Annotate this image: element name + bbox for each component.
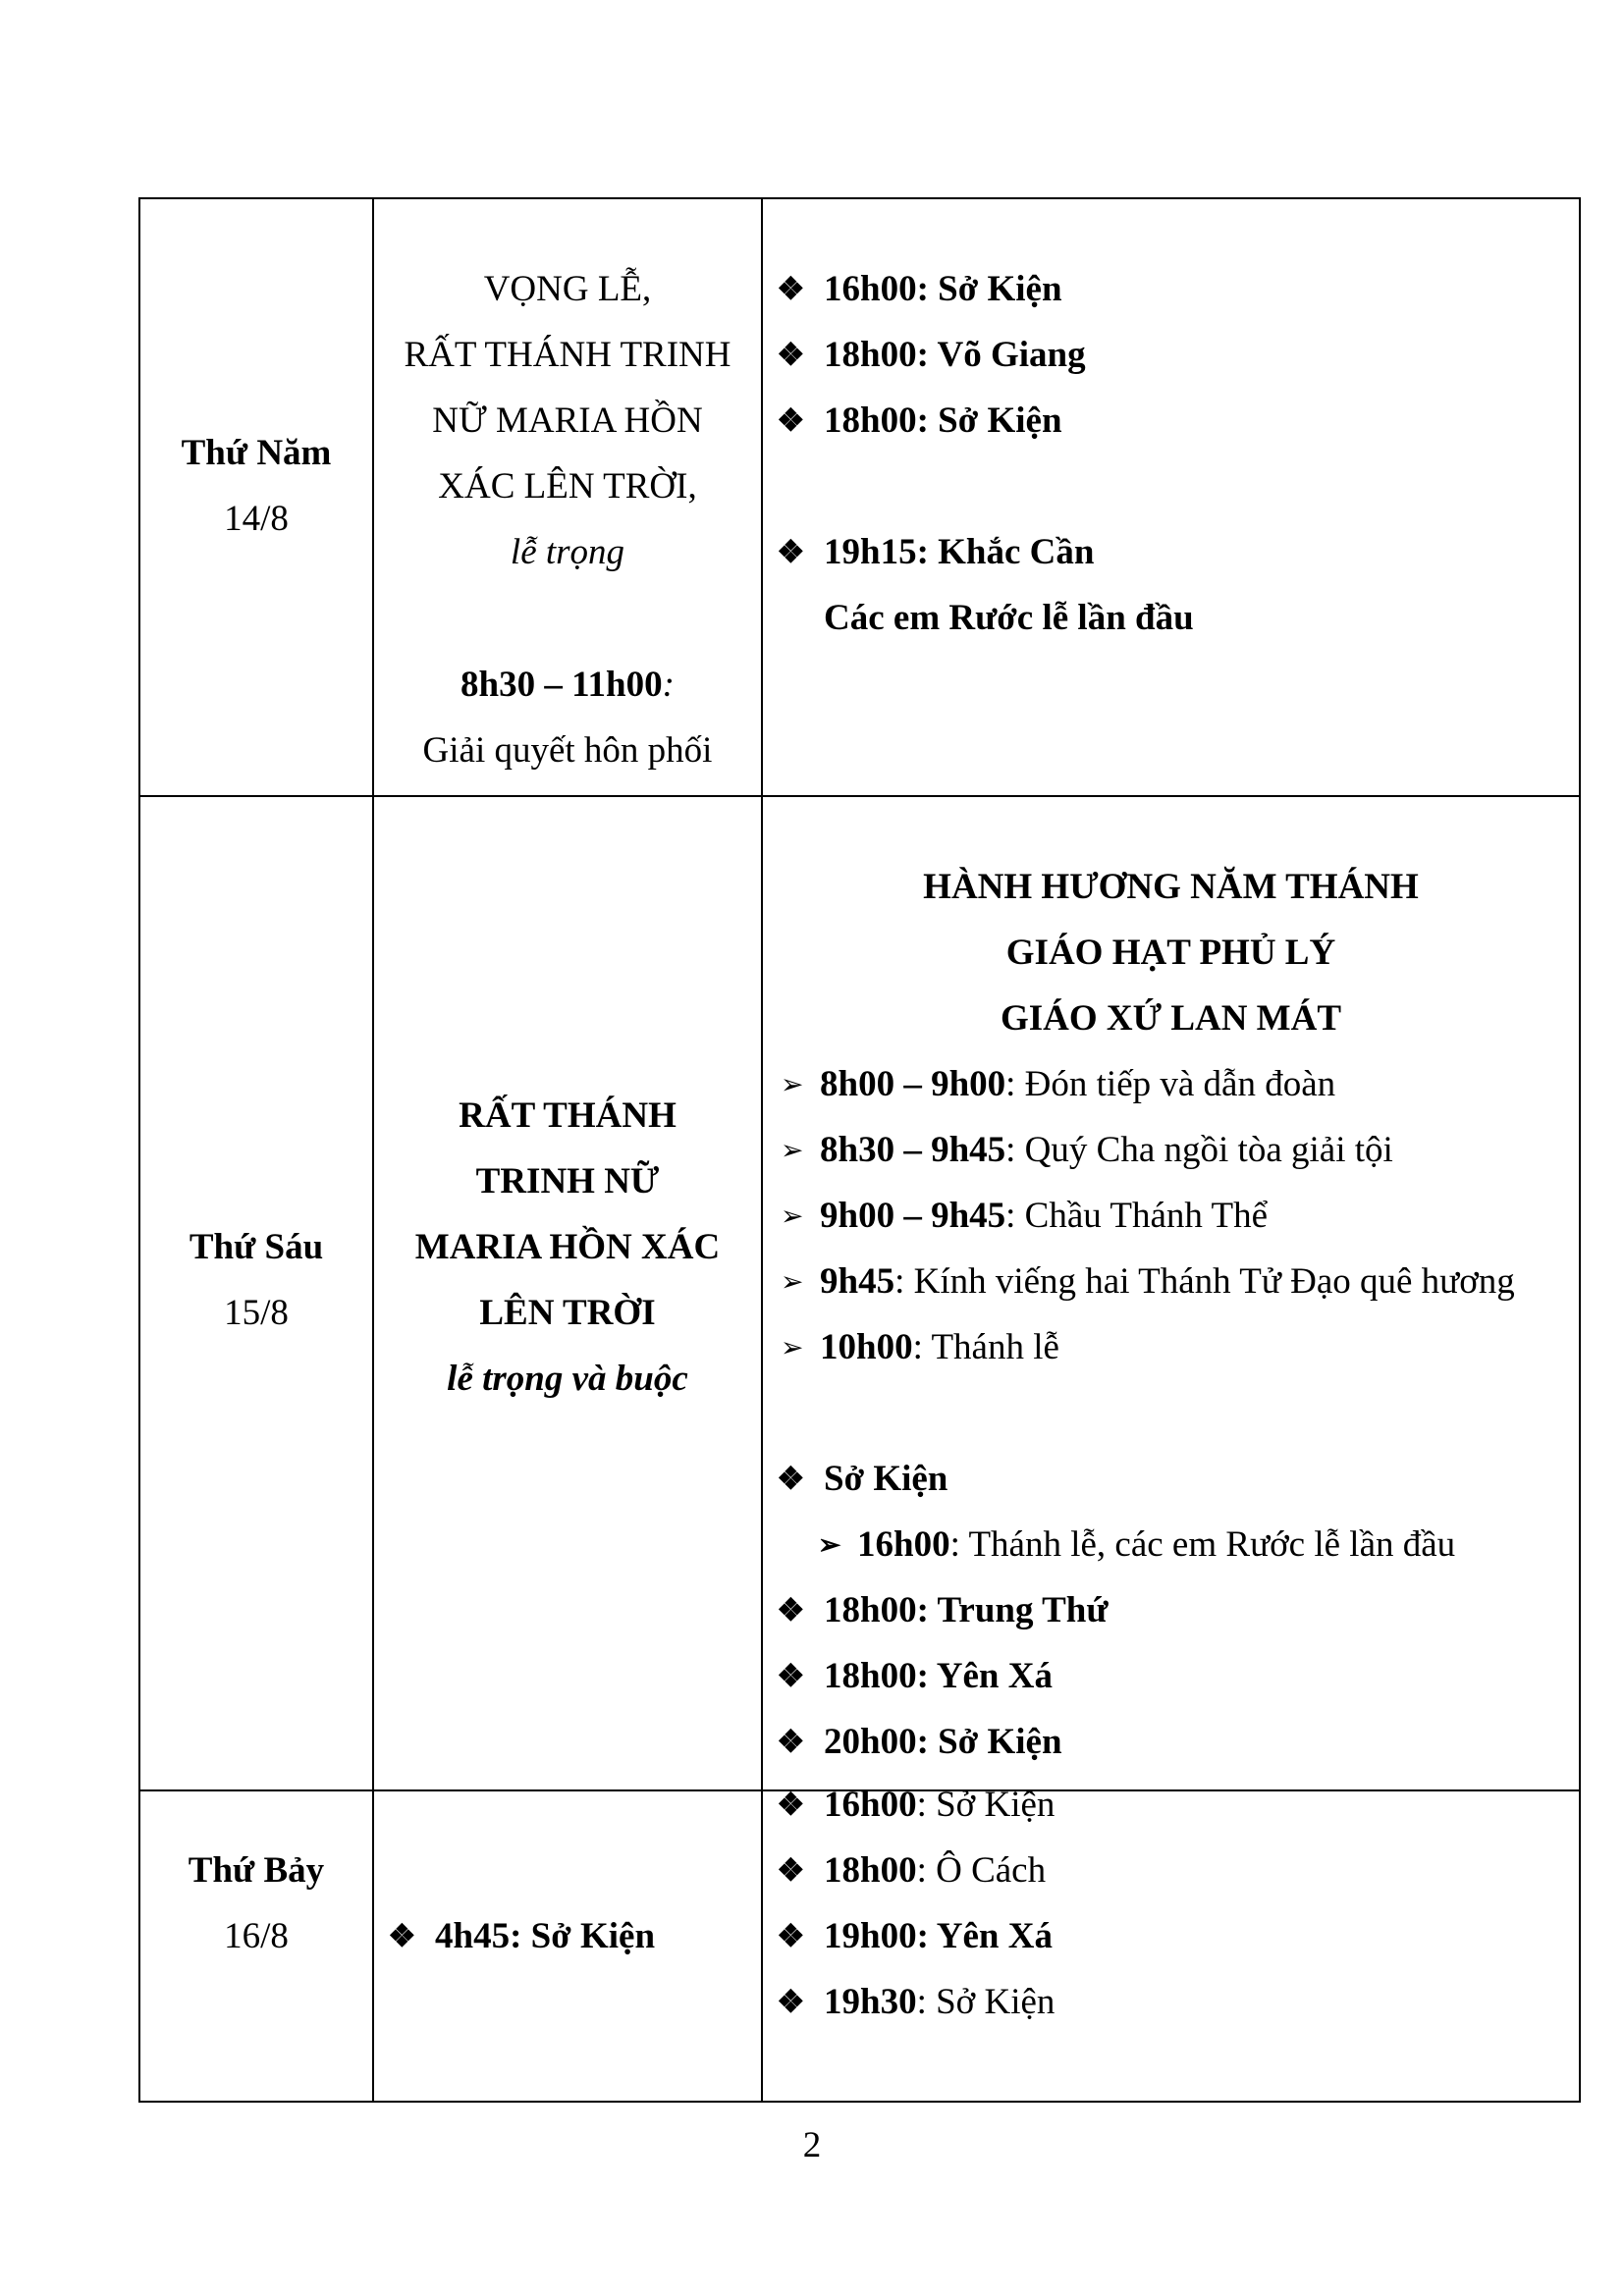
day-cell bbox=[139, 796, 373, 1790]
mass-item bbox=[777, 1980, 1055, 2024]
day-cell bbox=[139, 198, 373, 796]
arrow-bullet-icon: ➢ bbox=[781, 1267, 804, 1298]
program-text: : Kính viếng hai Thánh Tử Đạo quê hương bbox=[894, 1261, 1515, 1302]
note-time-line bbox=[374, 663, 761, 707]
diamond-bullet-icon: ❖ bbox=[777, 337, 805, 372]
arrow-bullet-icon: ➢ bbox=[818, 1530, 841, 1561]
feast-line: RẤT THÁNH TRINH bbox=[404, 335, 731, 375]
program-text: : Quý Cha ngồi tòa giải tội bbox=[1005, 1130, 1393, 1170]
program-time: 9h00 – 9h45 bbox=[820, 1196, 1006, 1236]
feast-cell bbox=[373, 1790, 762, 2102]
mass-item bbox=[777, 1588, 1109, 1632]
program-text: : Chầu Thánh Thể bbox=[1005, 1196, 1268, 1236]
mass-time: 19h00 bbox=[824, 1916, 917, 1956]
day-name: Thứ Bảy bbox=[188, 1850, 325, 1891]
program-time: 9h45 bbox=[820, 1261, 895, 1302]
mass-text: 18h00: Trung Thứ bbox=[824, 1590, 1109, 1630]
mass-item bbox=[777, 530, 1094, 574]
program-item bbox=[781, 1194, 1268, 1239]
program-item bbox=[781, 1325, 1059, 1370]
mass-time: 16h00 bbox=[824, 1785, 917, 1825]
feast-cell bbox=[373, 796, 762, 1790]
mass-text: : Yên Xá bbox=[916, 1916, 1053, 1956]
mass-item bbox=[777, 1654, 1053, 1698]
mass-text: 18h00: Võ Giang bbox=[824, 335, 1086, 375]
mass-item bbox=[777, 399, 1062, 443]
mass-time: 19h30 bbox=[824, 1982, 917, 2022]
mass-item bbox=[777, 1720, 1062, 1764]
arrow-bullet-icon: ➢ bbox=[781, 1201, 804, 1232]
feast-line: TRINH NỮ bbox=[475, 1161, 660, 1201]
mass-text: : Sở Kiện bbox=[916, 1785, 1056, 1825]
mass-text: Sở Kiện bbox=[824, 1459, 948, 1499]
mass-time: 18h00 bbox=[824, 1850, 917, 1891]
program-item bbox=[781, 1259, 1515, 1305]
feast-rank: lễ trọng và buộc bbox=[447, 1359, 688, 1399]
mass-cell bbox=[762, 198, 1580, 796]
day-date: 14/8 bbox=[224, 499, 289, 539]
arrow-bullet-icon: ➢ bbox=[781, 1070, 804, 1100]
note-colon: : bbox=[662, 665, 675, 705]
mass-text: : Ô Cách bbox=[916, 1850, 1047, 1891]
note-text: Giải quyết hôn phối bbox=[422, 730, 713, 771]
program-item bbox=[781, 1128, 1393, 1173]
table-row bbox=[139, 198, 1580, 796]
diamond-bullet-icon: ❖ bbox=[777, 1461, 805, 1496]
program-text: : Thánh lễ, các em Rước lễ lần đầu bbox=[949, 1524, 1456, 1565]
mass-item bbox=[777, 267, 1062, 311]
mass-text: 16h00: Sở Kiện bbox=[824, 269, 1062, 309]
diamond-bullet-icon: ❖ bbox=[388, 1918, 416, 1953]
diamond-bullet-icon: ❖ bbox=[777, 402, 805, 438]
day-date: 16/8 bbox=[224, 1916, 289, 1956]
arrow-bullet-icon: ➢ bbox=[781, 1333, 804, 1363]
diamond-bullet-icon: ❖ bbox=[777, 1852, 805, 1888]
diamond-bullet-icon: ❖ bbox=[777, 1658, 805, 1693]
day-date: 15/8 bbox=[224, 1293, 289, 1333]
arrow-bullet-icon: ➢ bbox=[781, 1136, 804, 1166]
mass-text: : Sở Kiện bbox=[916, 1982, 1056, 2022]
mass-item bbox=[777, 1848, 1046, 1893]
feast-line: XÁC LÊN TRỜI, bbox=[438, 466, 697, 507]
day-name: Thứ Sáu bbox=[189, 1227, 324, 1267]
pilgrimage-heading: HÀNH HƯƠNG NĂM THÁNH bbox=[923, 867, 1419, 907]
program-time: 8h00 – 9h00 bbox=[820, 1064, 1006, 1104]
schedule-table bbox=[138, 197, 1581, 2103]
page-number: 2 bbox=[802, 2125, 822, 2165]
feast-rank: lễ trọng bbox=[510, 532, 625, 572]
diamond-bullet-icon: ❖ bbox=[777, 1787, 805, 1822]
feast-line: MARIA HỒN XÁC bbox=[414, 1227, 721, 1267]
diamond-bullet-icon: ❖ bbox=[777, 1918, 805, 1953]
mass-item bbox=[388, 1914, 655, 1958]
diamond-bullet-icon: ❖ bbox=[777, 1592, 805, 1628]
diamond-bullet-icon: ❖ bbox=[777, 271, 805, 306]
program-item bbox=[818, 1522, 1455, 1568]
mass-text: 18h00: Yên Xá bbox=[824, 1656, 1053, 1696]
day-cell bbox=[139, 1790, 373, 2102]
program-time: 10h00 bbox=[820, 1327, 913, 1367]
mass-note: Các em Rước lễ lần đầu bbox=[824, 598, 1194, 638]
mass-cell bbox=[762, 1785, 1580, 2102]
diamond-bullet-icon: ❖ bbox=[777, 1724, 805, 1759]
pilgrimage-heading: GIÁO HẠT PHỦ LÝ bbox=[1005, 933, 1336, 973]
diamond-bullet-icon: ❖ bbox=[777, 1984, 805, 2019]
table-row bbox=[139, 796, 1580, 1790]
note-time: 8h30 – 11h00 bbox=[460, 665, 663, 705]
program-time: 8h30 – 9h45 bbox=[820, 1130, 1006, 1170]
pilgrimage-heading: GIÁO XỨ LAN MÁT bbox=[1000, 998, 1342, 1039]
mass-text: 19h15: Khắc Cần bbox=[824, 532, 1095, 572]
feast-cell bbox=[373, 198, 762, 796]
program-text: : Đón tiếp và dẫn đoàn bbox=[1005, 1064, 1336, 1104]
feast-line: RẤT THÁNH bbox=[459, 1095, 677, 1136]
feast-line: NỮ MARIA HỒN bbox=[432, 400, 703, 441]
mass-item bbox=[777, 1914, 1053, 1958]
mass-item bbox=[777, 1783, 1055, 1827]
table-row bbox=[139, 1790, 1580, 2102]
feast-line: LÊN TRỜI bbox=[479, 1293, 656, 1333]
day-name: Thứ Năm bbox=[181, 433, 332, 473]
program-item bbox=[781, 1062, 1335, 1107]
mass-text: 18h00: Sở Kiện bbox=[824, 400, 1062, 441]
program-text: : Thánh lễ bbox=[912, 1327, 1059, 1367]
mass-item bbox=[777, 1457, 947, 1501]
program-time: 16h00 bbox=[857, 1524, 950, 1565]
mass-cell bbox=[762, 796, 1580, 1790]
diamond-bullet-icon: ❖ bbox=[777, 534, 805, 569]
mass-item bbox=[777, 333, 1086, 377]
mass-text: 20h00: Sở Kiện bbox=[824, 1722, 1062, 1762]
feast-line: VỌNG LỄ, bbox=[483, 269, 652, 309]
mass-text: 4h45: Sở Kiện bbox=[435, 1916, 656, 1956]
